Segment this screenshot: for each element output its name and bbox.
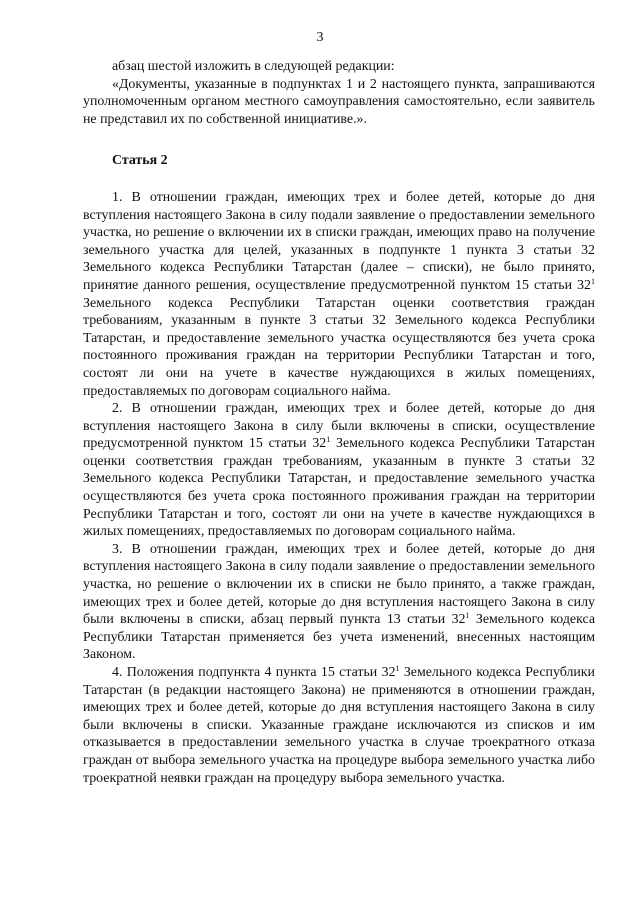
intro-quote: «Документы, указанные в подпунктах 1 и 2 настоящего пункта, запрашиваются уполномоченным органом местного самоуправления самостоятельно, если заявитель не представил их по собственной инициативе.». bbox=[83, 76, 595, 127]
page-number: 3 bbox=[316, 30, 324, 45]
paragraph-3-text-b: Земельного кодекса Республики Татарстан применяется без учета изменений, внесенных настоящим Законом. bbox=[83, 612, 595, 663]
article-heading: Статья 2 bbox=[112, 153, 168, 169]
paragraph-4-text-a: 4. Положения подпункта 4 пункта 15 статьи 32 bbox=[112, 665, 396, 680]
document-body bbox=[83, 58, 595, 787]
intro-line: абзац шестой изложить в следующей редакции: bbox=[112, 59, 395, 74]
superscript-3: 1 bbox=[465, 611, 470, 621]
article-paragraph-4 bbox=[83, 664, 595, 787]
article-paragraph-3 bbox=[83, 541, 595, 664]
paragraph-4-text-b: Земельного кодекса Республики Татарстан (в редакции настоящего Закона) не применяются в отношении граждан, имеющих трех и более детей, которые до дня вступления настоящего Закона в силу были включены в списки. Указанные граждане исключаются из списков и им отказывается в предоставлении земельного участка в случае троекратного отказа граждан от выбора земельного участка на процедуре выбора земельного участка либо троекратной неявки граждан на процедуру выбора земельного участка. bbox=[83, 665, 595, 786]
paragraph-2-text-b: Земельного кодекса Республики Татарстан оценки соответствия граждан требованиям, указанным в пункте 3 статьи 32 Земельного кодекса Республики Татарстан, и предоставление земельного участка осуществляются без учета срока постоянного проживания граждан на территории Республики Татарстан и того, состоят ли они на учете в качестве нуждающихся в жилых помещениях, предоставляемых по договорам социального найма. bbox=[83, 436, 595, 540]
paragraph-3-text-a: 3. В отношении граждан, имеющих трех и более детей, которые до дня вступления настоящего Закона в силу подали заявление о предоставлении земельного участка, но решение о включении их в списки не было принято, а также граждан, имеющих трех и более детей, которые до дня вступления настоящего Закона в силу были включены в списки, абзац первый пункта 13 статьи 32 bbox=[83, 541, 595, 628]
paragraph-1-text-b: Земельного кодекса Республики Татарстан оценки соответствия граждан требованиям, указанным в пункте 3 статьи 32 Земельного кодекса Республики Татарстан, и предоставление земельного участка осуществляются без учета срока постоянного проживания граждан на территории Республики Татарстан и того, состоят ли они на учете в качестве нуждающихся в жилых помещениях, предоставляемых по договорам социального найма. bbox=[83, 295, 595, 399]
article-paragraph-2 bbox=[83, 400, 595, 541]
paragraph-1-text-a: 1. В отношении граждан, имеющих трех и более детей, которые до дня вступления настоящего Закона в силу подали заявление о предоставлении земельного участка, но решение о включении их в списки граждан, имеющих право на получение земельного участка для целей, указанных в подпункте 1 пункта 3 статьи 32 Земельного кодекса Республики Татарстан (далее – списки), не было принято, принятие данного решения, осуществление предусмотренной пунктом 15 статьи 32 bbox=[83, 189, 595, 293]
article-paragraph-1 bbox=[83, 189, 595, 400]
superscript-2: 1 bbox=[326, 435, 331, 445]
paragraph-2-text-a: 2. В отношении граждан, имеющих трех и более детей, которые до дня вступления настоящего Закона в силу были включены в списки, осуществление предусмотренной пунктом 15 статьи 32 bbox=[83, 401, 595, 452]
superscript-1: 1 bbox=[591, 276, 595, 286]
superscript-4: 1 bbox=[395, 664, 400, 673]
